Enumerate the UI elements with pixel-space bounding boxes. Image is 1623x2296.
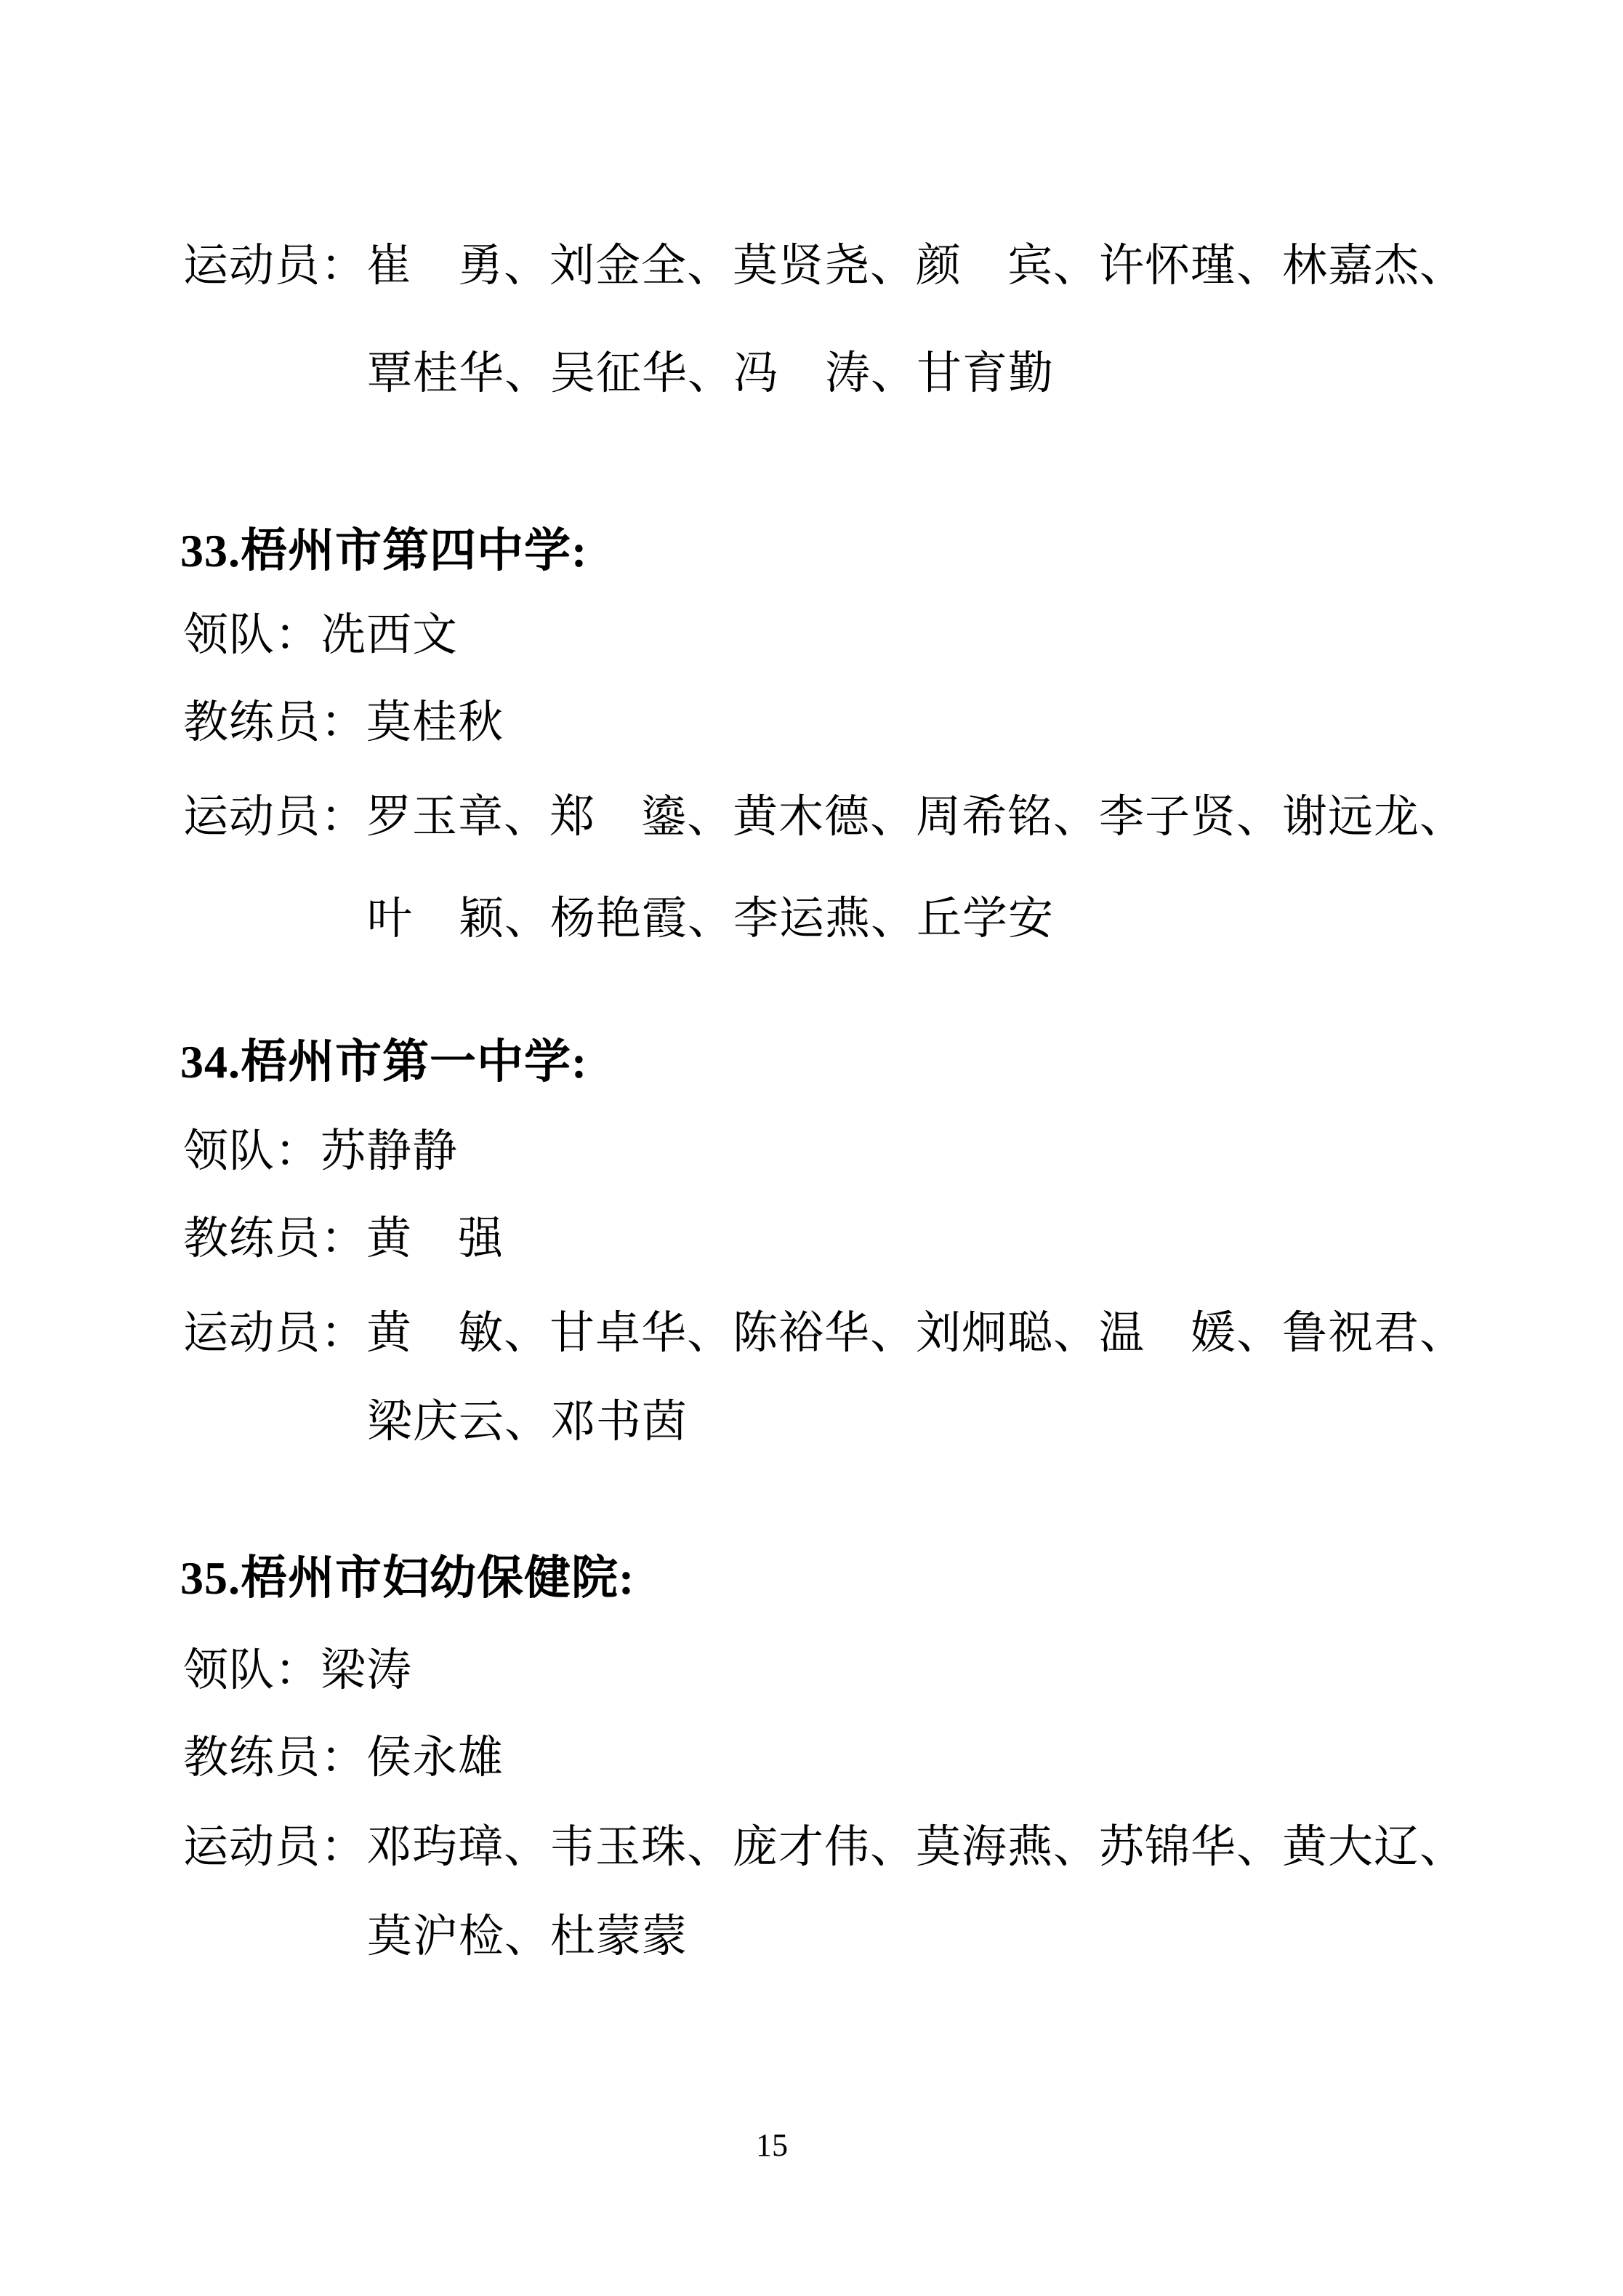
section-35-heading: 35.梧州市妇幼保健院: — [180, 1552, 635, 1604]
section-34-coach — [183, 1213, 504, 1265]
section-33-coach — [183, 697, 504, 749]
coach-label: 教练员： — [183, 1214, 367, 1264]
coach-name: 黄 强 — [366, 1214, 504, 1264]
athletes-names: 罗玉章、郑 鎏、黄木德、周希铭、李子贤、谢远龙、 — [366, 792, 1466, 842]
leader-name: 梁涛 — [321, 1646, 413, 1695]
athletes-label: 运动员： — [183, 1309, 367, 1358]
leader-label: 领队： — [183, 611, 321, 660]
coach-label: 教练员： — [183, 1733, 367, 1783]
section-33-leader — [183, 609, 458, 662]
section-33-heading: 33.梧州市第四中学: — [180, 525, 588, 577]
section-34-leader — [183, 1125, 458, 1178]
section-35-coach — [183, 1732, 504, 1784]
section-33-athletes-line2 — [367, 893, 1054, 945]
team32-athletes-line2 — [367, 348, 1054, 400]
leader-label: 领队： — [183, 1646, 321, 1695]
athletes-names: 覃桂华、吴征华、冯 涛、甘育勤 — [367, 349, 1055, 398]
team32-athletes-line1 — [183, 240, 1465, 292]
section-35-athletes-line2 — [367, 1911, 688, 1963]
section-34-athletes-line2 — [367, 1396, 688, 1448]
coach-label: 教练员： — [183, 698, 367, 747]
leader-name: 苏静静 — [321, 1127, 459, 1176]
athletes-label: 运动员： — [183, 792, 367, 842]
section-34-heading: 34.梧州市第一中学: — [180, 1036, 588, 1088]
coach-name: 侯永雄 — [366, 1733, 504, 1783]
page-number: 15 — [756, 2127, 788, 2163]
athletes-names: 叶 颖、杨艳霞、李运燕、丘学安 — [367, 894, 1055, 944]
athletes-names: 黄 敏、甘卓华、陈裕华、刘炯聪、温 媛、鲁祝君、 — [366, 1309, 1466, 1358]
section-33-athletes-line1 — [183, 791, 1465, 843]
athletes-names: 崔 勇、刘金全、莫贤尧、颜 宾、许怀瑾、林嘉杰、 — [366, 241, 1466, 291]
section-35-athletes-line1 — [183, 1821, 1465, 1874]
leader-name: 冼西文 — [321, 611, 459, 660]
athletes-label: 运动员： — [183, 1823, 367, 1872]
section-34-athletes-line1 — [183, 1307, 1465, 1360]
coach-name: 莫桂秋 — [366, 698, 504, 747]
athletes-names: 梁庆云、邓书茵 — [367, 1397, 688, 1447]
athletes-names: 邓玙璋、韦玉珠、庞才伟、莫海燕、苏锦华、黄大辽、 — [366, 1823, 1466, 1872]
athletes-names: 莫沪检、杜蒙蒙 — [367, 1912, 688, 1962]
athletes-label: 运动员： — [183, 241, 367, 291]
leader-label: 领队： — [183, 1127, 321, 1176]
section-35-leader — [183, 1645, 412, 1697]
